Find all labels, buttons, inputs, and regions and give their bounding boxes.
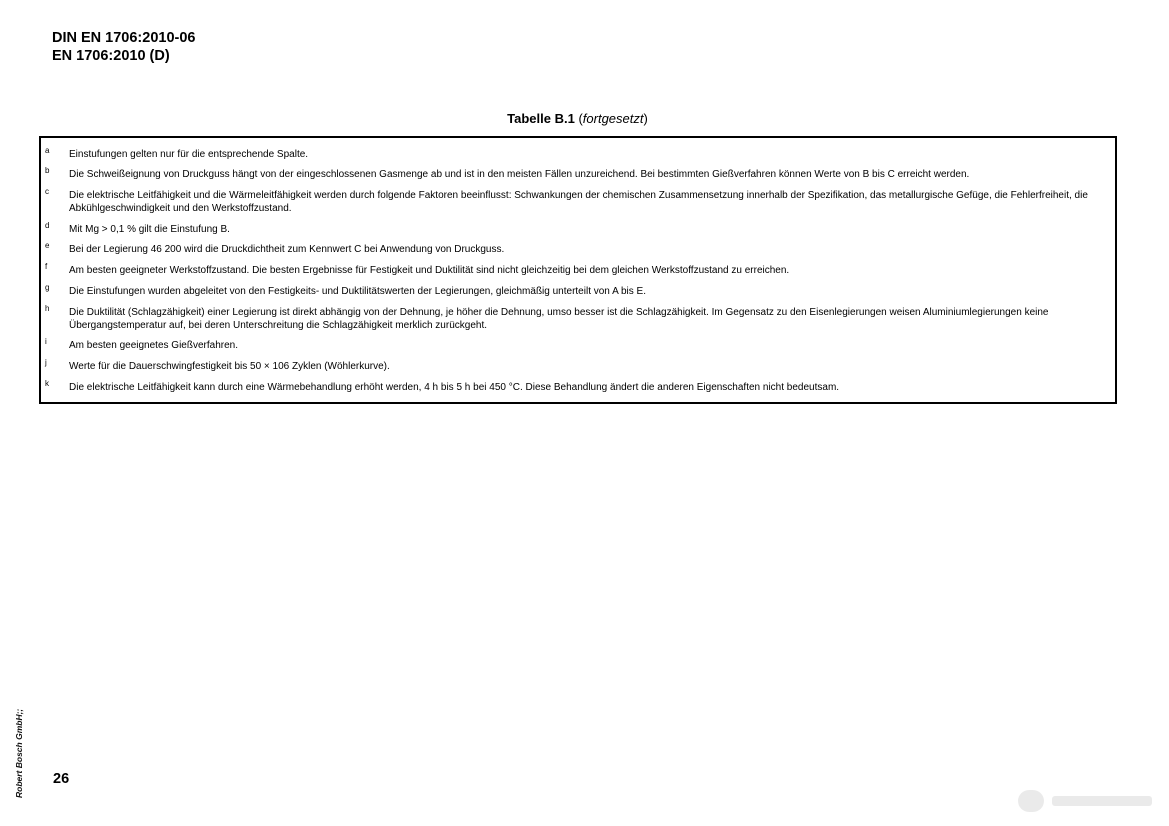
footnote-mark: k [45, 379, 49, 388]
footnote-text: Die elektrische Leitfähigkeit kann durch eine Wärmebehandlung erhöht werden, 4 h bis 5 h bei 450 °C. Diese Behandlung ändert die anderen Eigenschaften nicht bedeutsam. [69, 382, 840, 393]
footnote-mark: j [45, 358, 47, 367]
footnote-text: Die Duktilität (Schlagzähigkeit) einer Legierung ist direkt abhängig von der Dehnung, je höher die Dehnung, umso besser ist die Schlagzähigkeit. Im Gegensatz zu den Eisenlegierungen weisen Aluminiumlegierungen keine Übergangstemperatur auf, bei deren Unterschreitung die Schlagzähigkeit merklich zurückgeht. [69, 307, 1049, 331]
footnote-mark: c [45, 187, 49, 196]
footnote-text: Die elektrische Leitfähigkeit und die Wärmeleitfähigkeit werden durch folgende Faktoren beeinflusst: Schwankungen der chemischen Zusammensetzung innerhalb der Spezifikation, das metallurgische Gefüge, die Fehlerfreiheit, die Abkühlgeschwindigkeit und den Werkstoffzustand. [69, 190, 1088, 214]
footnotes-table [39, 136, 1117, 404]
publisher-logo-watermark [1016, 786, 1156, 816]
table-title-open-paren: ( [574, 111, 583, 126]
footnote-text: Die Schweißeignung von Druckguss hängt von der eingeschlossenen Gasmenge ab und ist in den meisten Fällen unzureichend. Bei bestimmten Gießverfahren können Werte von B bis C erreicht werden. [69, 169, 970, 180]
footnote-mark: i [45, 337, 47, 346]
standard-number-en: EN 1706:2010 (D) [52, 48, 170, 64]
footnote-mark: h [45, 304, 50, 313]
footnote-mark: f [45, 262, 48, 271]
footnote-mark: g [45, 283, 50, 292]
table-title-close-paren: ) [643, 111, 648, 126]
table-continued-note: fortgesetzt [582, 111, 644, 126]
document-header [52, 29, 195, 65]
footnote-text: Am besten geeigneter Werkstoffzustand. Die besten Ergebnisse für Festigkeit und Duktilität sind nicht gleichzeitig bei dem gleichen Werkstoffzustand zu erreichen. [69, 265, 790, 276]
footnote-mark: d [45, 221, 50, 230]
footnote-text: Bei der Legierung 46 200 wird die Druckdichtheit zum Kennwert C bei Anwendung von Druckguss. [69, 244, 505, 255]
footnote-mark: b [45, 166, 50, 175]
footnote-mark: e [45, 241, 50, 250]
page-number: 26 [53, 771, 70, 787]
licensee-watermark: Robert Bosch GmbH;; [14, 708, 24, 798]
footnote-text: Einstufungen gelten nur für die entsprechende Spalte. [69, 149, 309, 160]
footnote-text: Am besten geeignetes Gießverfahren. [69, 340, 238, 351]
standard-number-din: DIN EN 1706:2010-06 [52, 30, 196, 46]
table-label: Tabelle B.1 [507, 111, 575, 126]
table-title [0, 111, 1155, 126]
footnote-text: Werte für die Dauerschwingfestigkeit bis 50 × 106 Zyklen (Wöhlerkurve). [69, 361, 390, 372]
footnote-text: Mit Mg > 0,1 % gilt die Einstufung B. [69, 224, 230, 235]
footnote-text: Die Einstufungen wurden abgeleitet von den Festigkeits- und Duktilitätswerten der Legierungen, gleichmäßig unterteilt von A bis E. [69, 286, 647, 297]
footnote-mark: a [45, 146, 50, 155]
